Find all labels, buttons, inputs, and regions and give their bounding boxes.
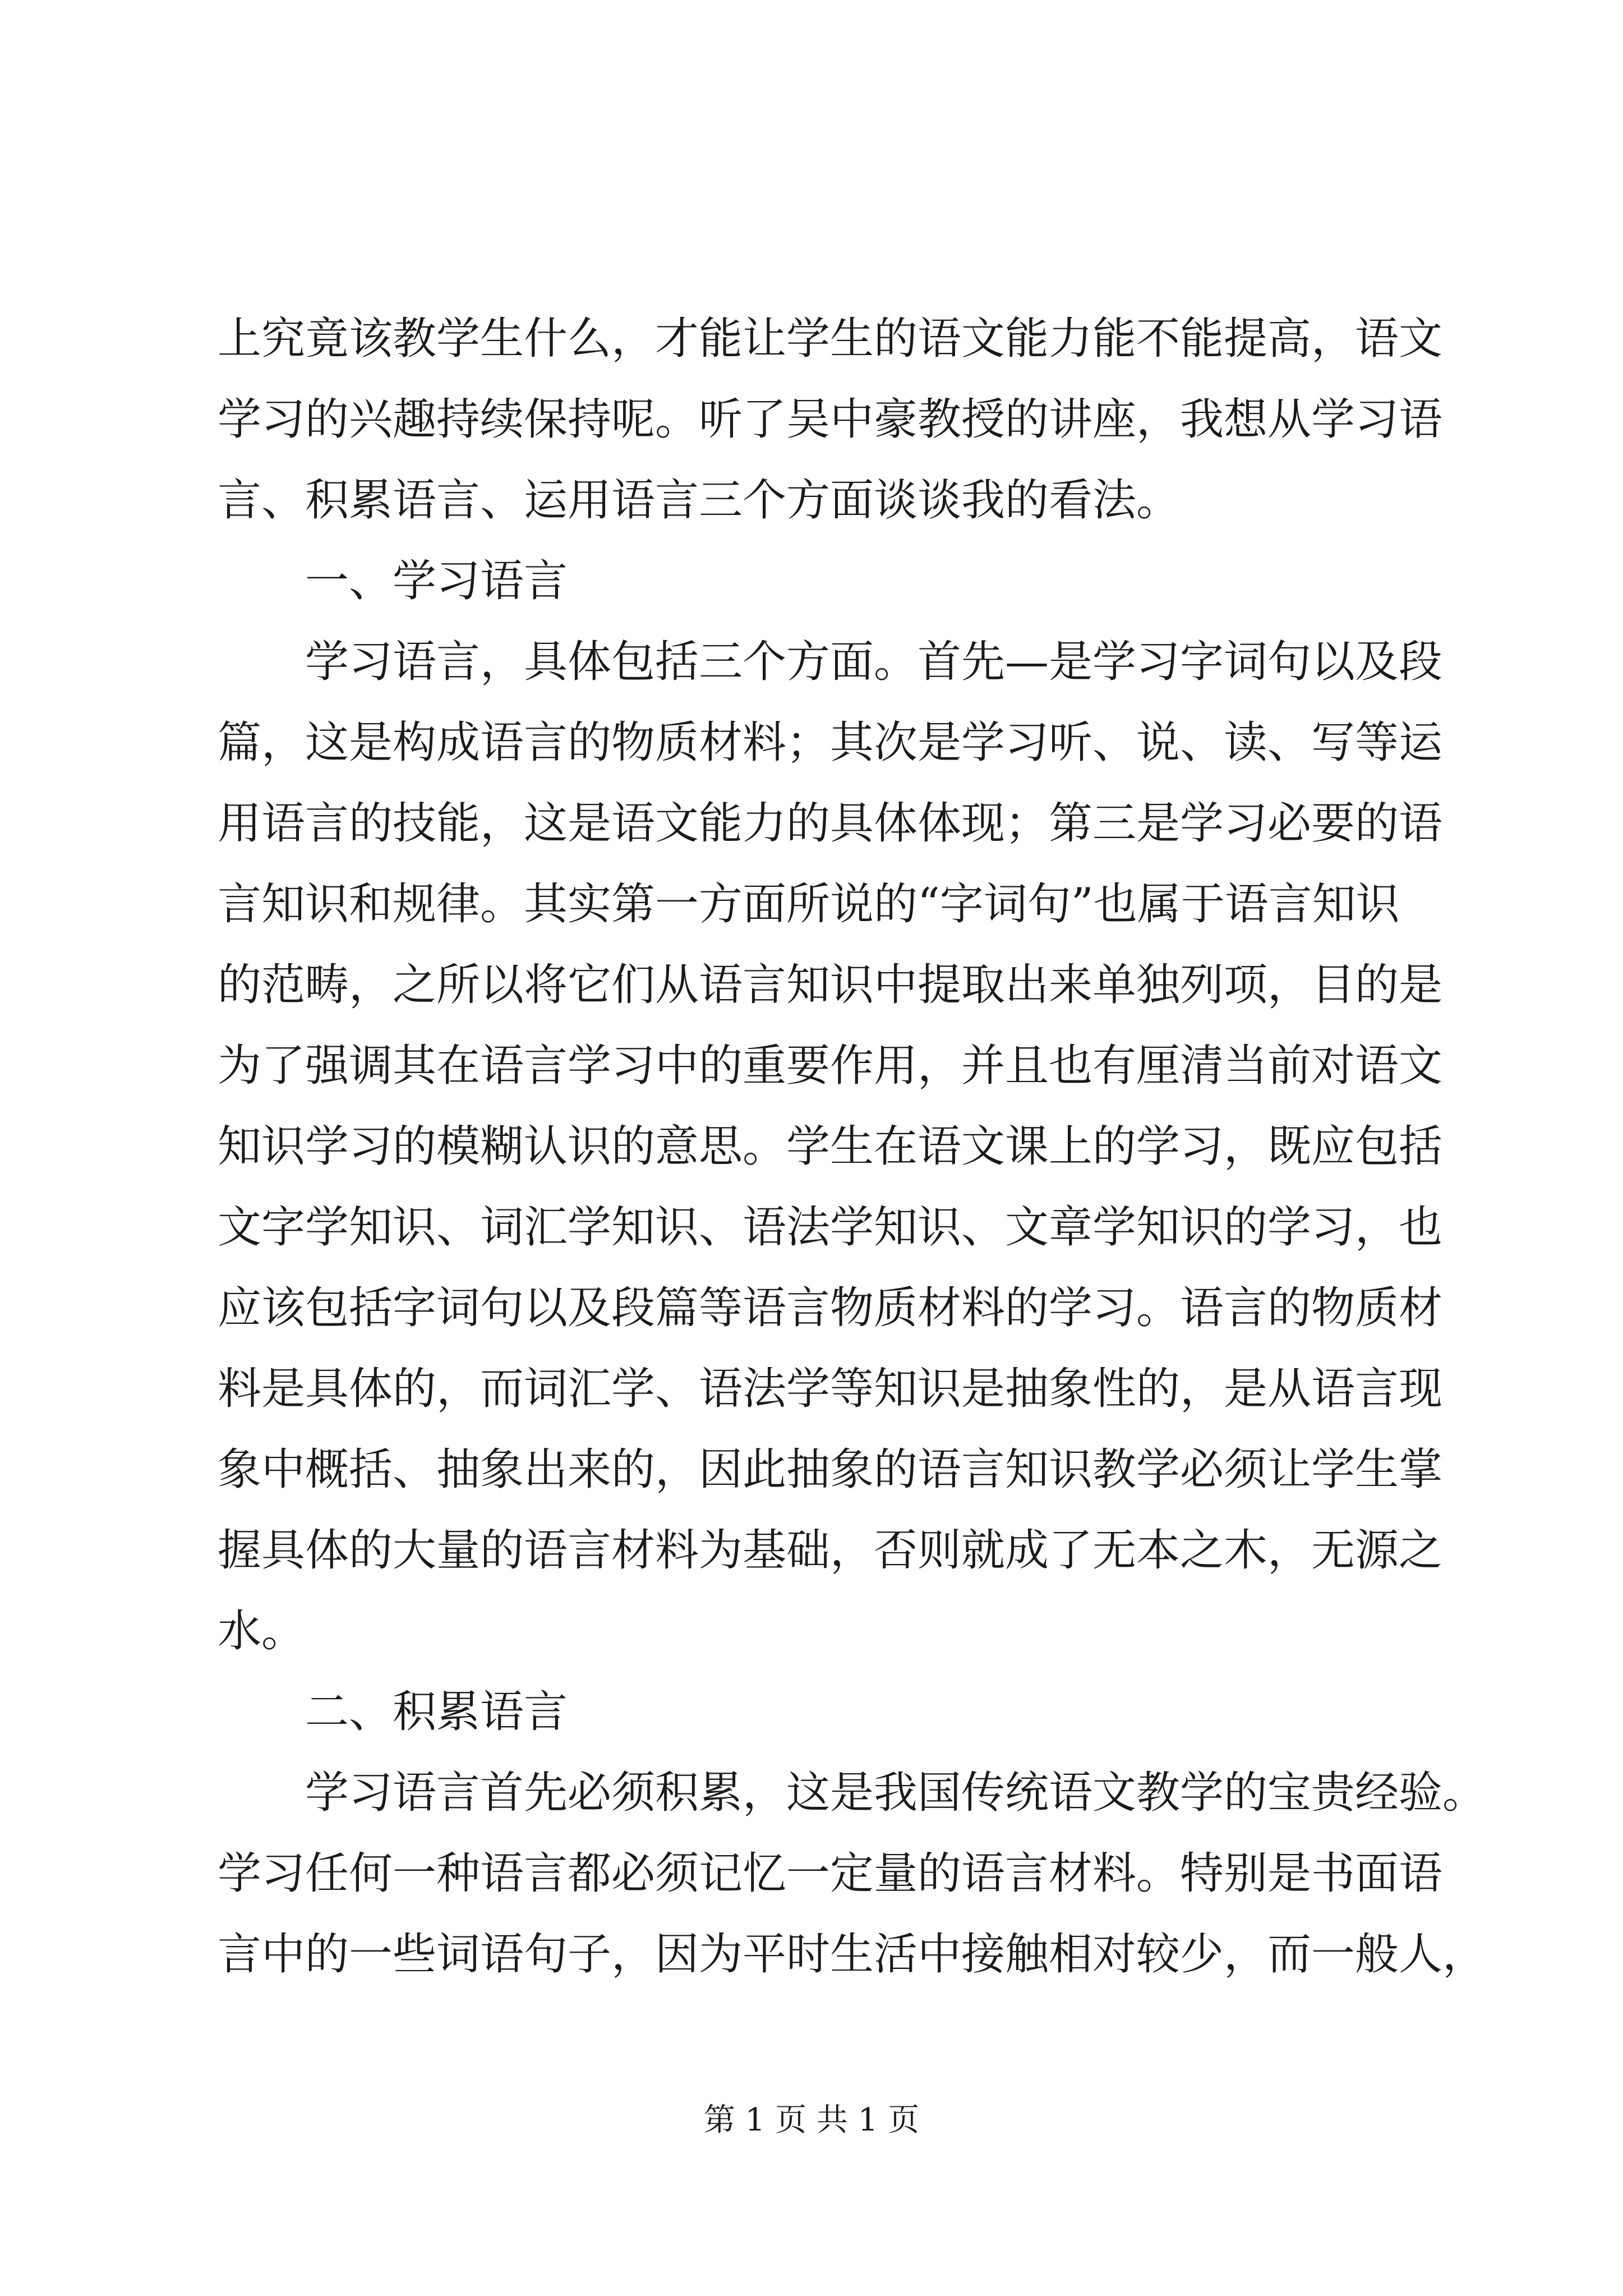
text-line: 象中概括、抽象出来的，因此抽象的语言知识教学必须让学生掌: [218, 1444, 1443, 1495]
section-heading: 二、积累语言: [305, 1687, 568, 1737]
text-line: 料是具体的，而词汇学、语法学等知识是抽象性的，是从语言现: [218, 1364, 1443, 1414]
text-line: 的范畴，之所以将它们从语言知识中提取出来单独列项，目的是: [218, 960, 1443, 1010]
text-line: 学习任何一种语言都必须记忆一定量的语言材料。特别是书面语: [218, 1848, 1443, 1899]
text-line: 应该包括字词句以及段篇等语言物质材料的学习。语言的物质材: [218, 1283, 1443, 1333]
text-line: 学习语言首先必须积累，这是我国传统语文教学的宝贵经验。: [305, 1768, 1487, 1818]
text-line: 言中的一些词语句子，因为平时生活中接触相对较少，而一般人，: [218, 1929, 1487, 1980]
text-line: 上究竟该教学生什么，才能让学生的语文能力能不能提高，语文: [218, 314, 1443, 364]
text-line: 知识学习的模糊认识的意思。学生在语文课上的学习，既应包括: [218, 1121, 1443, 1172]
text-line: 握具体的大量的语言材料为基础，否则就成了无本之木，无源之: [218, 1525, 1443, 1576]
text-line: 篇，这是构成语言的物质材料；其次是学习听、说、读、写等运: [218, 717, 1443, 768]
body-text: [218, 298, 1487, 1995]
text-line: 为了强调其在语言学习中的重要作用，并且也有厘清当前对语文: [218, 1041, 1443, 1091]
text-line: 文字学知识、词汇学知识、语法学知识、文章学知识的学习，也: [218, 1202, 1443, 1253]
text-line: 言知识和规律。其实第一方面所说的“字词句”也属于语言知识: [218, 879, 1400, 930]
text-line: 用语言的技能，这是语文能力的具体体现；第三是学习必要的语: [218, 798, 1443, 849]
section-heading: 一、学习语言: [305, 556, 568, 606]
text-line: 学习的兴趣持续保持呢。听了吴中豪教授的讲座，我想从学习语: [218, 394, 1443, 445]
text-line: 言、积累语言、运用语言三个方面谈谈我的看法。: [218, 475, 1181, 526]
text-line: 水。: [218, 1606, 306, 1657]
text-line: 学习语言，具体包括三个方面。首先—是学习字词句以及段: [305, 637, 1443, 687]
page-footer: 第 1 页 共 1 页: [703, 2102, 920, 2138]
